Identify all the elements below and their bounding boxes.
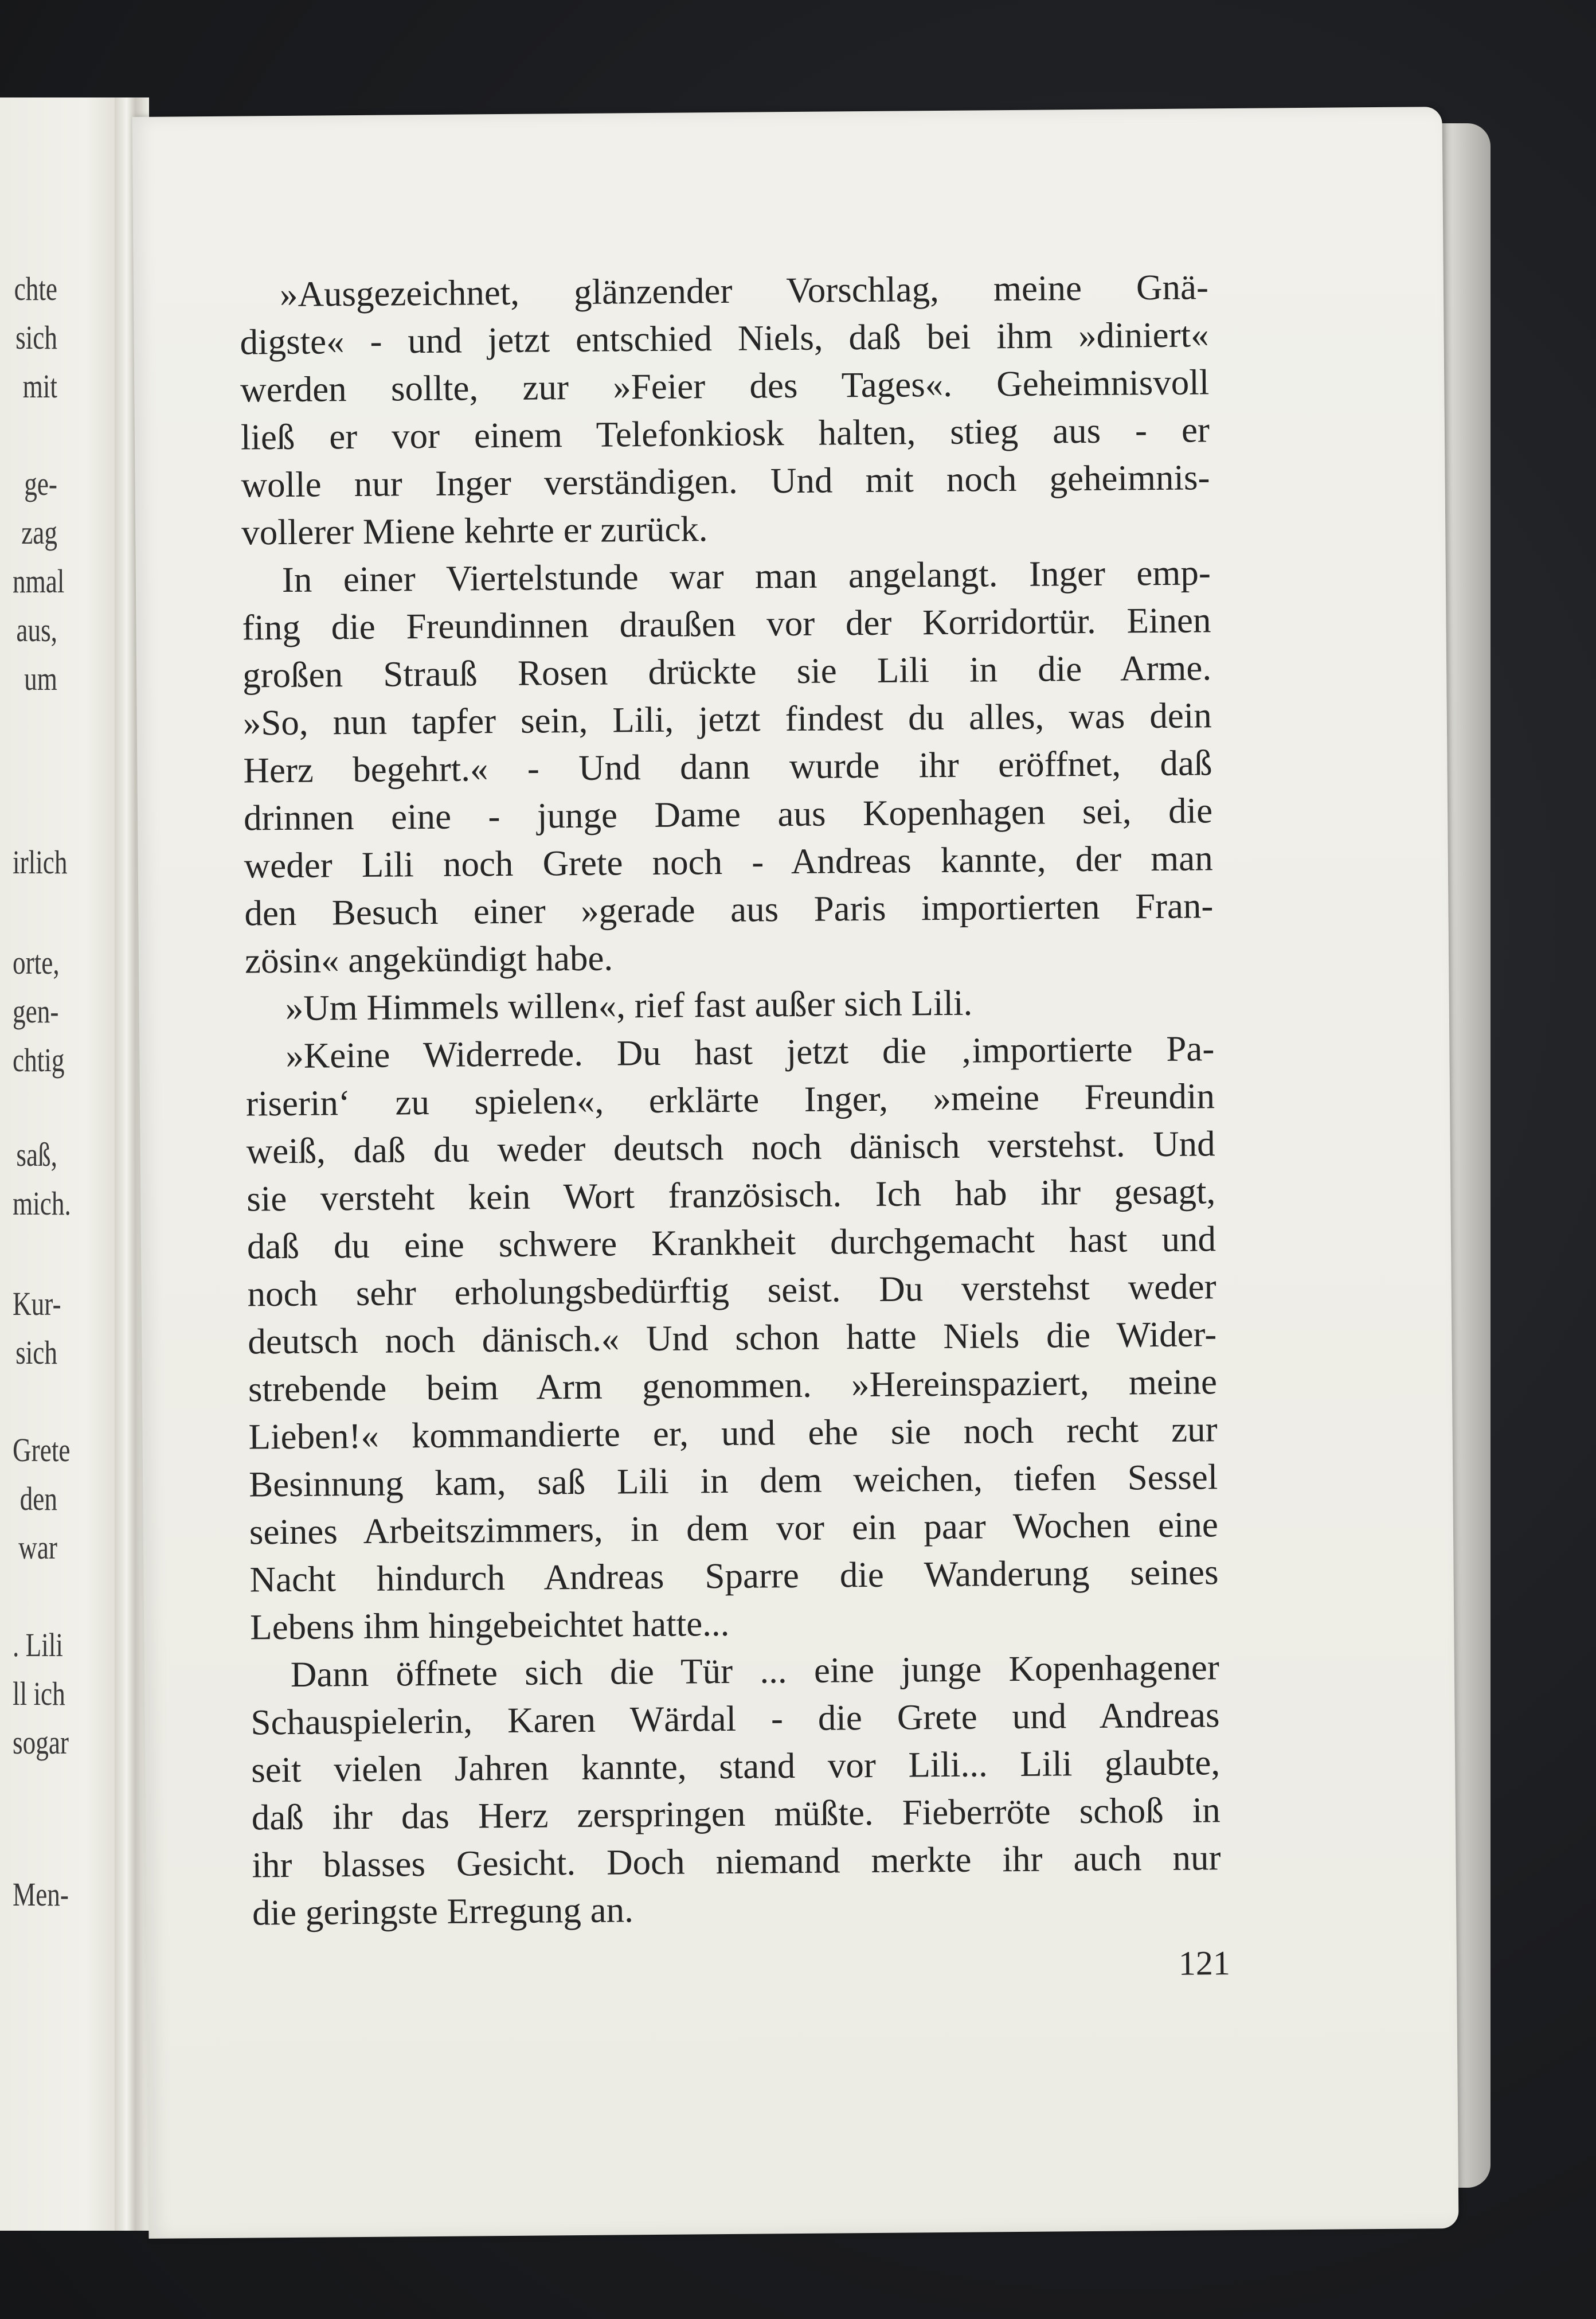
text-line: drinnen eine - junge Dame aus Kopenhagen sei, die xyxy=(243,790,1213,838)
text-line: »So, nun tapfer sein, Lili, jetzt findest du alles, was dein xyxy=(242,695,1212,743)
margin-fragment: chte xyxy=(14,270,58,307)
margin-fragment: sich xyxy=(15,1334,57,1371)
text-line: werden sollte, zur »Feier des Tages«. Geheimnisvoll xyxy=(240,362,1210,410)
text-line: ihr blasses Gesicht. Doch niemand merkte ihr auch nur xyxy=(252,1837,1221,1885)
margin-fragment: nmal xyxy=(13,563,65,600)
text-line: »Ausgezeichnet, glänzender Vorschlag, meine Gnä- xyxy=(279,267,1209,315)
margin-fragment: war xyxy=(18,1529,58,1566)
text-line: Herz begehrt.« - Und dann wurde ihr eröffnet, daß xyxy=(243,743,1212,791)
margin-fragment: ll ich xyxy=(13,1675,65,1712)
margin-fragment: zag xyxy=(21,514,57,551)
text-line: daß ihr das Herz zerspringen müßte. Fieberröte schoß in xyxy=(251,1790,1221,1838)
text-line: zösin« angekündigt habe. xyxy=(244,938,613,981)
margin-fragment: orte, xyxy=(13,944,60,981)
text-line: seit vielen Jahren kannte, stand vor Lili... Lili glaubte, xyxy=(251,1742,1221,1790)
margin-fragment: gen- xyxy=(13,993,59,1030)
text-line: wolle nur Inger verständigen. Und mit noch geheimnis- xyxy=(241,457,1210,505)
text-line: Dann öffnete sich die Tür ... eine junge Kopenhagener xyxy=(290,1647,1220,1695)
margin-fragment: um xyxy=(24,660,57,697)
margin-fragment: Grete xyxy=(13,1431,71,1469)
text-line: »Keine Widerrede. Du hast jetzt die ‚importierte Pa- xyxy=(285,1028,1215,1076)
text-line: fing die Freundinnen draußen vor der Korridortür. Einen xyxy=(242,600,1211,648)
margin-fragment: irlich xyxy=(13,844,68,881)
margin-fragment: sogar xyxy=(13,1724,69,1761)
page-number: 121 xyxy=(1178,1944,1231,1982)
text-line: riserin‘ zu spielen«, erklärte Inger, »meine Freundin xyxy=(245,1076,1215,1124)
margin-fragment: . Lili xyxy=(13,1626,63,1664)
text-line: ließ er vor einem Telefonkiosk halten, stieg aus - er xyxy=(240,409,1210,458)
text-line: großen Strauß Rosen drückte sie Lili in die Arme. xyxy=(242,647,1212,696)
margin-fragment: Kur- xyxy=(13,1285,61,1322)
text-line: vollerer Miene kehrte er zurück. xyxy=(241,509,708,553)
text-line: digste« - und jetzt entschied Niels, daß bei ihm »diniert« xyxy=(240,314,1209,362)
text-line: Nacht hindurch Andreas Sparre die Wanderung seines xyxy=(249,1552,1219,1600)
book-page xyxy=(132,107,1459,2239)
text-line: In einer Viertelstunde war man angelangt. Inger emp- xyxy=(281,552,1211,600)
text-line: seines Arbeitszimmers, in dem vor ein paar Wochen eine xyxy=(249,1504,1219,1552)
margin-fragment: den xyxy=(19,1480,57,1517)
margin-fragment: chtig xyxy=(13,1041,65,1079)
text-line: Lebens ihm hingebeichtet hatte... xyxy=(249,1603,730,1647)
text-line: Schauspielerin, Karen Wärdal - die Grete und Andreas xyxy=(251,1695,1220,1743)
text-line: weiß, daß du weder deutsch noch dänisch verstehst. Und xyxy=(246,1123,1215,1172)
text-line: den Besuch einer »gerade aus Paris importierten Fran- xyxy=(244,885,1214,934)
text-line: weder Lili noch Grete noch - Andreas kannte, der man xyxy=(244,838,1213,886)
text-line: die geringste Erregung an. xyxy=(252,1889,634,1933)
margin-fragment: ge- xyxy=(24,465,57,502)
margin-fragment: mit xyxy=(22,368,57,405)
margin-fragment: aus, xyxy=(16,611,57,649)
text-line: daß du eine schwere Krankheit durchgemacht hast und xyxy=(247,1219,1216,1267)
margin-fragment: sich xyxy=(15,319,57,356)
text-line: strebende beim Arm genommen. »Hereinspaziert, meine xyxy=(248,1361,1218,1410)
margin-fragment: mich. xyxy=(13,1185,71,1222)
previous-page xyxy=(0,97,123,2231)
text-line: sie versteht kein Wort französisch. Ich hab ihr gesagt, xyxy=(247,1171,1216,1219)
margin-fragment: Men- xyxy=(13,1876,69,1913)
text-line: »Um Himmels willen«, rief fast außer sich Lili. xyxy=(285,982,973,1028)
text-line: Lieben!« kommandierte er, und ehe sie noch recht zur xyxy=(248,1409,1218,1457)
text-line: deutsch noch dänisch.« Und schon hatte Niels die Wider- xyxy=(248,1314,1217,1362)
text-line: Besinnung kam, saß Lili in dem weichen, tiefen Sessel xyxy=(248,1457,1218,1505)
margin-fragment: saß, xyxy=(16,1136,57,1173)
text-line: noch sehr erholungsbedürftig seist. Du verstehst weder xyxy=(247,1266,1216,1314)
body-text xyxy=(240,263,1222,1937)
